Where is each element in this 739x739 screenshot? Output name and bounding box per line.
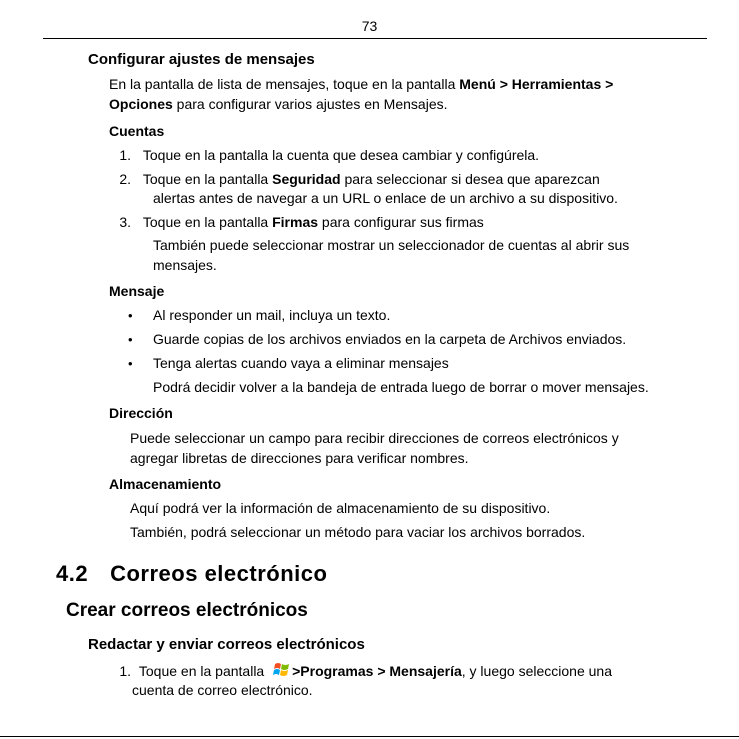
cuentas-item-2-seguridad: Seguridad	[272, 171, 341, 187]
list-number: 3.	[119, 214, 131, 230]
cuentas-item-2	[109, 171, 600, 187]
windows-start-icon	[272, 661, 290, 679]
chapter-title: Correos electrónico	[110, 561, 328, 586]
cuentas-item-3-a: Toque en la pantalla	[142, 214, 273, 230]
subheading-almacenamiento: Almacenamiento	[109, 476, 222, 492]
list-number: 2.	[119, 171, 131, 187]
cuentas-item-3	[109, 214, 484, 230]
crear-step-1	[109, 661, 612, 679]
almacenamiento-line2: También, podrá seleccionar un método para vaciar los archivos borrados.	[130, 524, 586, 540]
configurar-intro-line2	[109, 96, 448, 112]
cuentas-item-1	[109, 147, 539, 163]
configurar-intro-d: para configurar varios ajustes en Mensajes.	[172, 96, 448, 112]
crear-step-1-line2: cuenta de correo electrónico.	[132, 682, 313, 698]
configurar-intro-menu: Menú > Herramientas >	[459, 76, 614, 92]
subheading-direccion: Dirección	[109, 405, 173, 421]
configurar-intro-line1	[109, 76, 613, 92]
chapter-number: 4.2	[56, 561, 89, 586]
subheading-cuentas: Cuentas	[109, 123, 165, 139]
cuentas-item-3-c: para configurar sus firmas	[318, 214, 484, 230]
crear-step-1-c: , y luego seleccione una	[461, 663, 612, 679]
chapter-heading	[56, 561, 327, 587]
mensaje-bullet-1	[128, 307, 391, 323]
mensaje-bullet-3-text: Tenga alertas cuando vaya a eliminar mensajes	[153, 355, 449, 371]
bullet-marker: •	[128, 332, 133, 347]
direccion-line1: Puede seleccionar un campo para recibir direcciones de correos electrónicos y	[130, 430, 619, 446]
mensaje-bullet-1-text: Al responder un mail, incluya un texto.	[153, 307, 391, 323]
subheading-redactar: Redactar y enviar correos electrónicos	[88, 636, 365, 653]
cuentas-item-3-firmas: Firmas	[272, 214, 319, 230]
page-number: 73	[361, 18, 378, 34]
cuentas-item-2-line2: alertas antes de navegar a un URL o enlace de un archivo a su dispositivo.	[153, 190, 618, 206]
mensaje-bullet-2-text: Guarde copias de los archivos enviados en la carpeta de Archivos enviados.	[153, 331, 627, 347]
crear-step-1-a: Toque en la pantalla	[138, 663, 265, 679]
footer-rule	[0, 736, 739, 737]
cuentas-item-2-c: para seleccionar si desea que aparezcan	[340, 171, 600, 187]
list-number: 1.	[119, 663, 131, 679]
bullet-marker: •	[128, 308, 133, 323]
almacenamiento-line1: Aquí podrá ver la información de almacenamiento de su dispositivo.	[130, 500, 551, 516]
section-heading-crear: Crear correos electrónicos	[66, 600, 308, 621]
crear-step-1-path: >Programas > Mensajería	[292, 663, 462, 679]
mensaje-bullet-3-note: Podrá decidir volver a la bandeja de entrada luego de borrar o mover mensajes.	[153, 379, 649, 395]
mensaje-bullet-3	[128, 355, 449, 371]
cuentas-item-1-text: Toque en la pantalla la cuenta que desea cambiar y configúrela.	[142, 147, 540, 163]
cuentas-item-2-a: Toque en la pantalla	[142, 171, 273, 187]
configurar-intro-a: En la pantalla de lista de mensajes, toque en la pantalla	[109, 76, 460, 92]
mensaje-bullet-2	[128, 331, 627, 347]
section-heading-configurar: Configurar ajustes de mensajes	[88, 51, 315, 68]
header-rule	[43, 38, 707, 39]
subheading-mensaje: Mensaje	[109, 283, 165, 299]
cuentas-item-3-note-line1: También puede seleccionar mostrar un seleccionador de cuentas al abrir sus	[153, 237, 630, 253]
list-number: 1.	[119, 147, 131, 163]
direccion-line2: agregar libretas de direcciones para verificar nombres.	[130, 450, 469, 466]
bullet-marker: •	[128, 356, 133, 371]
cuentas-item-3-note-line2: mensajes.	[153, 257, 217, 273]
configurar-intro-opciones: Opciones	[109, 96, 173, 112]
